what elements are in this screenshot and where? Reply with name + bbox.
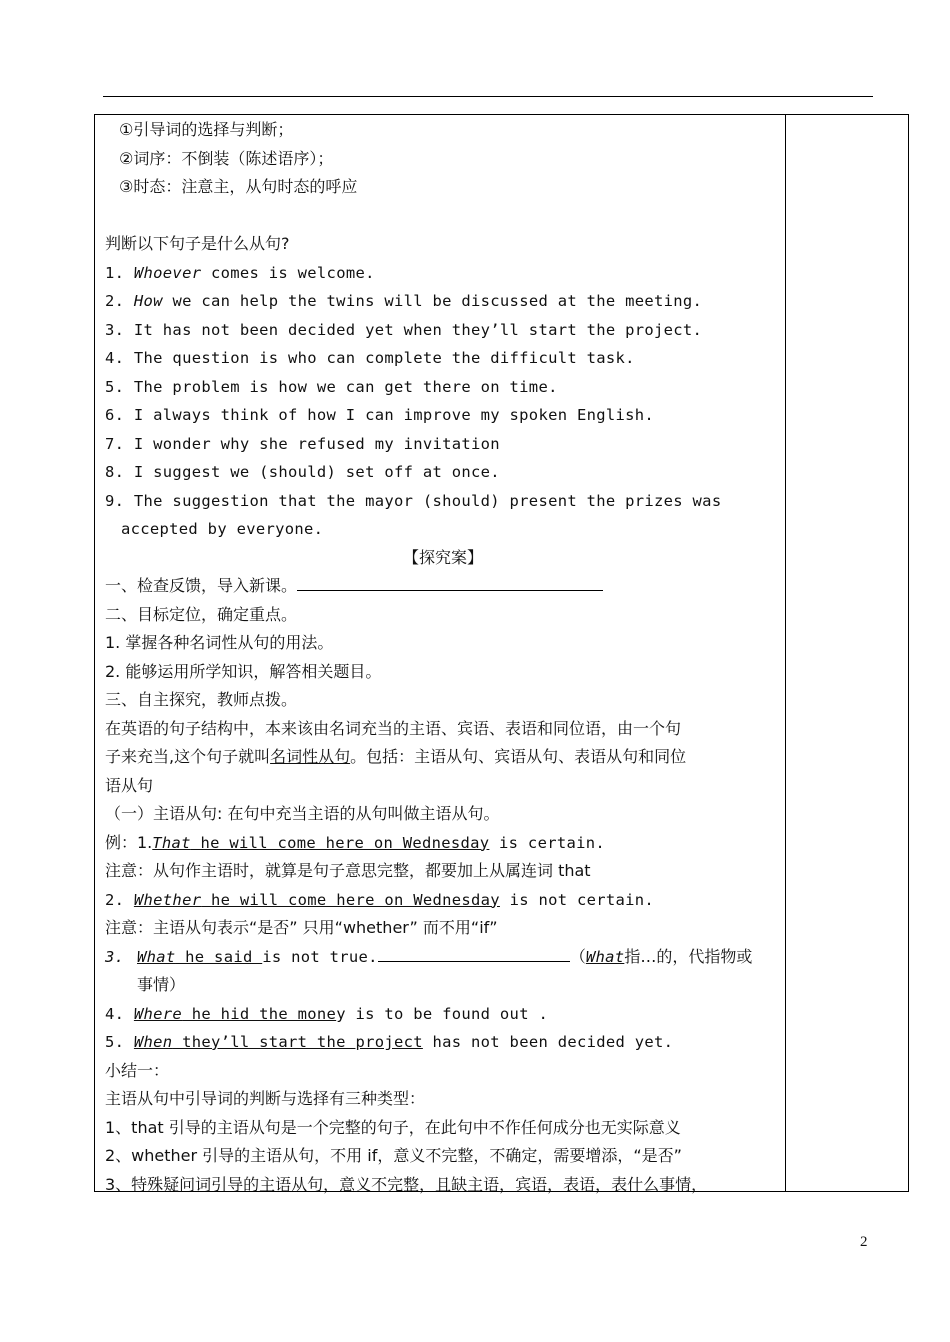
step-1: 一、检查反馈，导入新课。	[105, 572, 781, 601]
sentence-9-continued: accepted by everyone.	[121, 520, 324, 538]
note-2: 注意：主语从句表示“是否” 只用“whether” 而不用“if”	[105, 918, 498, 937]
subject-clause-title: （一）主语从句: 在句中充当主语的从句叫做主语从句。	[105, 804, 500, 823]
point-3: ③时态：注意主，从句时态的呼应	[119, 177, 358, 196]
sentence-6: 6. I always think of how I can improve my spoken English.	[105, 406, 655, 424]
sentence-1: 1. Whoever comes is welcome.	[105, 263, 375, 282]
example-2: 2. Whether he will come here on Wednesday is not certain.	[105, 890, 655, 909]
summary-item-3: 3、特殊疑问词引导的主语从句，意义不完整，且缺主语，宾语，表语，表什么事情，	[105, 1174, 708, 1194]
blank-line	[105, 202, 781, 231]
section-title: 【探究案】	[402, 547, 483, 567]
example-3: 3. What he said is not true. （What指…的，代指物或	[105, 946, 753, 966]
summary-title: 小结一：	[105, 1060, 170, 1080]
intro-line-2: 子来充当,这个句子就叫名词性从句。包括：主语从句、宾语从句、表语从句和同位	[105, 747, 687, 766]
point-2: ②词序：不倒装（陈述语序）；	[119, 148, 334, 168]
sentence-lead: Whoever	[133, 263, 202, 282]
key-term: 名词性从句	[270, 747, 351, 766]
goal-2: 2. 能够运用所学知识，解答相关题目。	[105, 661, 382, 681]
summary-item-1: 1、that 引导的主语从句是一个完整的句子，在此句中不作任何成分也无实际意义	[105, 1117, 681, 1137]
table-column-divider	[785, 114, 786, 1192]
sentence-9: 9. The suggestion that the mayor (should) present the prizes was	[105, 491, 722, 510]
sentence-7: 7. I wonder why she refused my invitation	[105, 434, 500, 453]
judge-title: 判断以下句子是什么从句?	[105, 234, 290, 253]
note-1: 注意：从句作主语时，就算是句子意思完整，都要加上从属连词 that	[105, 861, 591, 880]
step-2: 二、目标定位，确定重点。	[105, 604, 298, 624]
intro-line-3: 语从句	[105, 775, 154, 795]
summary-intro: 主语从句中引导词的判断与选择有三种类型：	[105, 1089, 426, 1108]
header-rule	[103, 96, 873, 97]
sentence-5: 5. The problem is how we can get there on time.	[105, 377, 558, 396]
goal-1: 1. 掌握各种名词性从句的用法。	[105, 633, 334, 652]
answer-blank[interactable]	[378, 947, 570, 962]
point-1: ①引导词的选择与判断；	[119, 120, 294, 139]
example-1: 例：1.That he will come here on Wednesday is certain.	[105, 832, 605, 852]
document-content	[105, 116, 781, 1199]
example-4: 4. Where he hid the money is to be found out .	[105, 1004, 549, 1023]
summary-item-2: 2、whether 引导的主语从句，不用 if，意义不完整，不确定，需要增添，“是否”	[105, 1146, 682, 1165]
example-5: 5. When they’ll start the project has not been decided yet.	[105, 1033, 674, 1051]
example-3-continued: 事情）	[137, 975, 186, 994]
page-number: 2	[860, 1234, 868, 1250]
sentence-2: 2. How we can help the twins will be discussed at the meeting.	[105, 292, 703, 310]
answer-blank[interactable]	[297, 576, 603, 591]
sentence-lead: How	[133, 292, 163, 310]
intro-line-1: 在英语的句子结构中，本来该由名词充当的主语、宾语、表语和同位语，由一个句	[105, 718, 682, 738]
sentence-4: 4. The question is who can complete the difficult task.	[105, 349, 635, 367]
sentence-8: 8. I suggest we (should) set off at once.	[105, 463, 500, 481]
sentence-3: 3. It has not been decided yet when they’ll start the project.	[105, 320, 703, 339]
step-3: 三、自主探究，教师点拨。	[105, 690, 298, 709]
